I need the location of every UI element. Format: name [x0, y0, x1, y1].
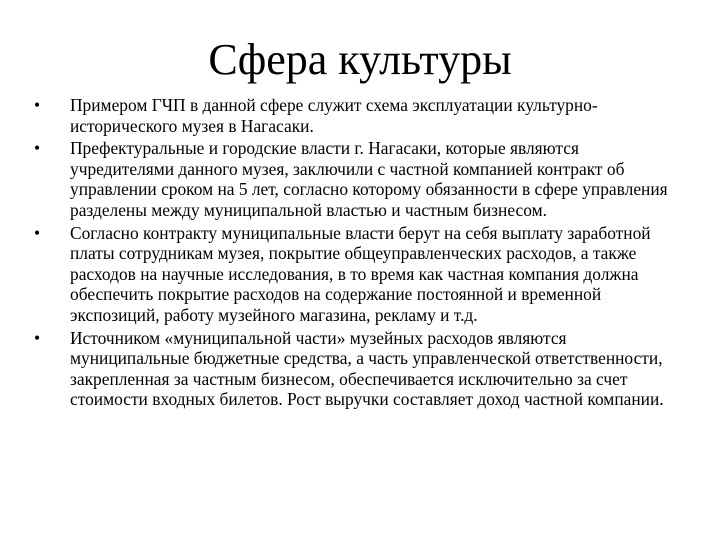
- bullet-item: [34, 328, 682, 410]
- bullet-item: [34, 223, 682, 326]
- bullet-dot-icon: •: [34, 95, 41, 115]
- bullet-dot-icon: •: [34, 138, 41, 159]
- bullet-text: Примером ГЧП в данной сфере служит схема эксплуатации культурно-исторического музея в Нагасаки.: [70, 95, 598, 136]
- bullet-item: [34, 95, 682, 136]
- bullet-list: [34, 95, 682, 412]
- slide-title: Сфера культуры: [208, 35, 512, 84]
- bullet-dot-icon: •: [34, 327, 41, 348]
- bullet-text: Префектуральные и городские власти г. Нагасаки, которые являются учредителями данного музея, заключили с частной компанией контракт об управлении сроком на 5 лет, согласно которому обязанности в сфере управления разделены между муниципальной властью и частным бизнесом.: [70, 138, 668, 220]
- bullet-text: Согласно контракту муниципальные власти берут на себя выплату заработной платы сотрудникам музея, покрытие общеуправленческих расходов, а также расходов на научные исследования, в то время как частная компания должна обеспечить покрытие расходов на содержание постоянной и временной экспозиций, работу музейного магазина, рекламу и т.д.: [70, 222, 651, 325]
- bullet-dot-icon: •: [34, 222, 41, 243]
- bullet-item: [34, 138, 682, 220]
- bullet-text: Источником «муниципальной части» музейных расходов являются муниципальные бюджетные средства, а часть управленческой ответственности, закрепленная за частным бизнесом, обеспечивается исключительно за счет стоимости входных билетов. Рост выручки составляет доход частной компании.: [70, 327, 664, 410]
